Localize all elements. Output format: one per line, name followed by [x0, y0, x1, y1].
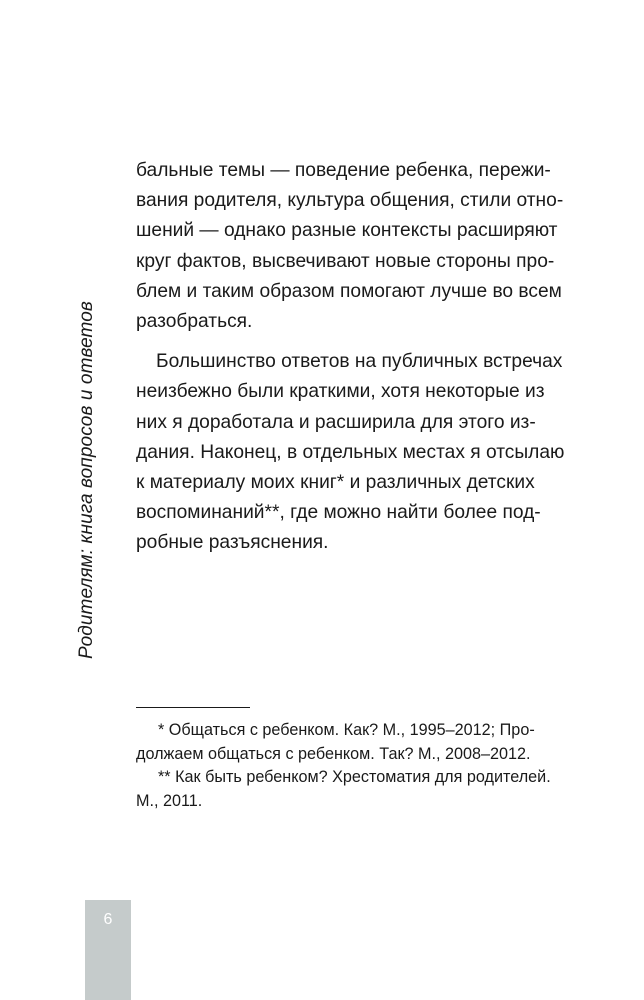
text-line: к материалу моих книг* и различных детских	[136, 472, 535, 494]
text-line: Большинство ответов на публичных встречах	[156, 351, 563, 373]
footnote-2	[136, 766, 551, 813]
page-number: 6	[103, 911, 113, 928]
text-line: неизбежно были краткими, хотя некоторые из	[136, 381, 545, 403]
footnote-line: М., 2011.	[136, 791, 203, 810]
text-line: дания. Наконец, в отдельных местах я отсылаю	[136, 441, 565, 463]
running-head-text: Родителям: книга вопросов и ответов	[76, 301, 97, 659]
footnote-line: должаем общаться с ребенком. Так? М., 2008–2012.	[136, 744, 531, 763]
footnote-line: * Общаться с ребенком. Как? М., 1995–2012; Про-	[158, 721, 535, 739]
text-line: воспоминаний**, где можно найти более под-	[136, 502, 541, 524]
text-line: них я доработала и расширила для этого из-	[136, 411, 536, 433]
text-line: блем и таким образом помогают лучше во всем	[136, 280, 562, 302]
text-line: бальные темы — поведение ребенка, пережи-	[136, 160, 551, 181]
text-line: вания родителя, культура общения, стили отно-	[136, 190, 564, 212]
text-line: разобраться.	[136, 311, 253, 333]
paragraph-2	[136, 347, 565, 558]
text-line: шений — однако разные контексты расширяют	[136, 220, 558, 242]
paragraph-1	[136, 156, 564, 337]
footnote-1	[136, 719, 535, 766]
text-line: робные разъяснения.	[136, 532, 329, 554]
footnote-rule	[136, 707, 250, 708]
text-line: круг фактов, высвечивают новые стороны про-	[136, 250, 555, 272]
footnote-line: ** Как быть ребенком? Хрестоматия для родителей.	[158, 768, 551, 786]
footnotes	[136, 719, 551, 813]
body-text	[136, 156, 565, 559]
page-number-tab	[85, 900, 131, 1000]
